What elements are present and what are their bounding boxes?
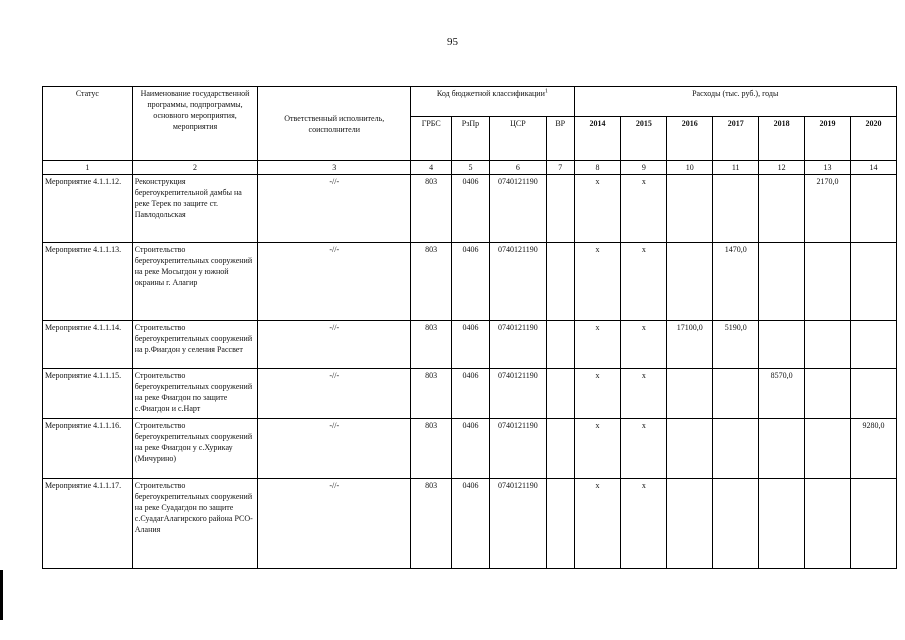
row-csr: 0740121190 bbox=[489, 243, 546, 321]
row-executor: -//- bbox=[258, 175, 411, 243]
row-2016 bbox=[667, 243, 713, 321]
row-2017 bbox=[713, 479, 759, 569]
row-csr: 0740121190 bbox=[489, 419, 546, 479]
row-status: Мероприятие 4.1.1.16. bbox=[43, 419, 133, 479]
row-2019 bbox=[805, 369, 851, 419]
row-vr bbox=[546, 243, 574, 321]
header-year: 2019 bbox=[805, 117, 851, 161]
header-year: 2020 bbox=[850, 117, 896, 161]
row-rzpr: 0406 bbox=[452, 243, 490, 321]
row-executor: -//- bbox=[258, 479, 411, 569]
row-executor: -//- bbox=[258, 369, 411, 419]
header-budget-code-footnote: 1 bbox=[544, 88, 548, 95]
row-name: Строительство берегоукрепительных сооружений на реке Фиагдон у с.Хурикау (Мичурино) bbox=[132, 419, 257, 479]
table-row bbox=[43, 175, 897, 243]
row-2019 bbox=[805, 419, 851, 479]
table-row bbox=[43, 321, 897, 369]
row-2014: х bbox=[574, 321, 621, 369]
column-number: 12 bbox=[759, 161, 805, 175]
column-number: 7 bbox=[546, 161, 574, 175]
row-2017: 5190,0 bbox=[713, 321, 759, 369]
row-grbs: 803 bbox=[411, 175, 452, 243]
table-row bbox=[43, 419, 897, 479]
row-2018 bbox=[759, 419, 805, 479]
row-2020: 9280,0 bbox=[850, 419, 896, 479]
row-2014: х bbox=[574, 479, 621, 569]
header-vr: ВР bbox=[546, 117, 574, 161]
header-year: 2016 bbox=[667, 117, 713, 161]
row-2015: х bbox=[621, 479, 667, 569]
row-2016 bbox=[667, 369, 713, 419]
row-2020 bbox=[850, 479, 896, 569]
row-vr bbox=[546, 321, 574, 369]
row-status: Мероприятие 4.1.1.12. bbox=[43, 175, 133, 243]
row-name: Строительство берегоукрепительных сооружений на р.Фиагдон у селения Рассвет bbox=[132, 321, 257, 369]
page-number: 95 bbox=[447, 36, 458, 48]
row-csr: 0740121190 bbox=[489, 175, 546, 243]
column-number: 1 bbox=[43, 161, 133, 175]
row-name: Строительство берегоукрепительных сооружений на реке Суадагдон по защите с.СуадагАлагирского района РСО-Алания bbox=[132, 479, 257, 569]
table-row bbox=[43, 243, 897, 321]
row-2018 bbox=[759, 175, 805, 243]
column-number: 2 bbox=[132, 161, 257, 175]
row-2017 bbox=[713, 175, 759, 243]
column-number: 5 bbox=[452, 161, 490, 175]
header-grbs: ГРБС bbox=[411, 117, 452, 161]
header-budget-code-label: Код бюджетной классификации bbox=[436, 89, 545, 98]
column-number: 10 bbox=[667, 161, 713, 175]
header-rzpr: РзПр bbox=[452, 117, 490, 161]
row-name: Строительство берегоукрепительных сооружений на реке Мосыгдон у южной окраины г. Алагир bbox=[132, 243, 257, 321]
row-2019 bbox=[805, 243, 851, 321]
row-2018 bbox=[759, 321, 805, 369]
column-number: 11 bbox=[713, 161, 759, 175]
row-2017 bbox=[713, 419, 759, 479]
row-2018 bbox=[759, 479, 805, 569]
row-2015: х bbox=[621, 419, 667, 479]
header-csr: ЦСР bbox=[489, 117, 546, 161]
column-number: 14 bbox=[850, 161, 896, 175]
row-2016: 17100,0 bbox=[667, 321, 713, 369]
row-2015: х bbox=[621, 321, 667, 369]
row-2017 bbox=[713, 369, 759, 419]
row-name: Строительство берегоукрепительных сооружений на реке Фиагдон по защите с.Фиагдон и с.Нарт bbox=[132, 369, 257, 419]
header-expenses: Расходы (тыс. руб.), годы bbox=[574, 87, 897, 117]
header-year: 2018 bbox=[759, 117, 805, 161]
header-year: 2014 bbox=[574, 117, 621, 161]
row-grbs: 803 bbox=[411, 243, 452, 321]
row-2020 bbox=[850, 243, 896, 321]
row-grbs: 803 bbox=[411, 419, 452, 479]
row-2019 bbox=[805, 479, 851, 569]
row-status: Мероприятие 4.1.1.17. bbox=[43, 479, 133, 569]
row-2020 bbox=[850, 369, 896, 419]
header-year: 2017 bbox=[713, 117, 759, 161]
row-2014: х bbox=[574, 419, 621, 479]
row-rzpr: 0406 bbox=[452, 479, 490, 569]
header-budget-code bbox=[411, 87, 574, 117]
column-number-row bbox=[43, 161, 897, 175]
budget-table bbox=[42, 86, 897, 569]
row-vr bbox=[546, 479, 574, 569]
column-number: 13 bbox=[805, 161, 851, 175]
row-2014: х bbox=[574, 175, 621, 243]
column-number: 6 bbox=[489, 161, 546, 175]
header-executor: Ответственный исполнитель, соисполнители bbox=[258, 87, 411, 161]
column-number: 8 bbox=[574, 161, 621, 175]
column-number: 9 bbox=[621, 161, 667, 175]
row-vr bbox=[546, 369, 574, 419]
row-2015: х bbox=[621, 175, 667, 243]
row-2016 bbox=[667, 175, 713, 243]
row-csr: 0740121190 bbox=[489, 321, 546, 369]
row-2015: х bbox=[621, 243, 667, 321]
header-status: Статус bbox=[43, 87, 133, 161]
column-number: 3 bbox=[258, 161, 411, 175]
row-status: Мероприятие 4.1.1.15. bbox=[43, 369, 133, 419]
row-2016 bbox=[667, 419, 713, 479]
table-row bbox=[43, 479, 897, 569]
row-csr: 0740121190 bbox=[489, 369, 546, 419]
row-grbs: 803 bbox=[411, 479, 452, 569]
row-executor: -//- bbox=[258, 419, 411, 479]
row-rzpr: 0406 bbox=[452, 369, 490, 419]
table-row bbox=[43, 369, 897, 419]
row-executor: -//- bbox=[258, 321, 411, 369]
row-2017: 1470,0 bbox=[713, 243, 759, 321]
column-number: 4 bbox=[411, 161, 452, 175]
row-grbs: 803 bbox=[411, 321, 452, 369]
row-rzpr: 0406 bbox=[452, 321, 490, 369]
row-status: Мероприятие 4.1.1.14. bbox=[43, 321, 133, 369]
row-2020 bbox=[850, 175, 896, 243]
row-status: Мероприятие 4.1.1.13. bbox=[43, 243, 133, 321]
scan-edge-mark bbox=[0, 570, 3, 620]
header-name: Наименование государственной программы, подпрограммы, основного мероприятия, мероприятия bbox=[132, 87, 257, 161]
row-executor: -//- bbox=[258, 243, 411, 321]
row-2016 bbox=[667, 479, 713, 569]
row-rzpr: 0406 bbox=[452, 175, 490, 243]
row-2020 bbox=[850, 321, 896, 369]
row-2019: 2170,0 bbox=[805, 175, 851, 243]
row-2019 bbox=[805, 321, 851, 369]
row-vr bbox=[546, 419, 574, 479]
row-csr: 0740121190 bbox=[489, 479, 546, 569]
row-2014: х bbox=[574, 369, 621, 419]
row-2015: х bbox=[621, 369, 667, 419]
row-2014: х bbox=[574, 243, 621, 321]
row-vr bbox=[546, 175, 574, 243]
row-rzpr: 0406 bbox=[452, 419, 490, 479]
row-2018 bbox=[759, 243, 805, 321]
header-year: 2015 bbox=[621, 117, 667, 161]
row-grbs: 803 bbox=[411, 369, 452, 419]
row-2018: 8570,0 bbox=[759, 369, 805, 419]
row-name: Реконструкция берегоукрепительной дамбы на реке Терек по защите ст. Павлодольская bbox=[132, 175, 257, 243]
